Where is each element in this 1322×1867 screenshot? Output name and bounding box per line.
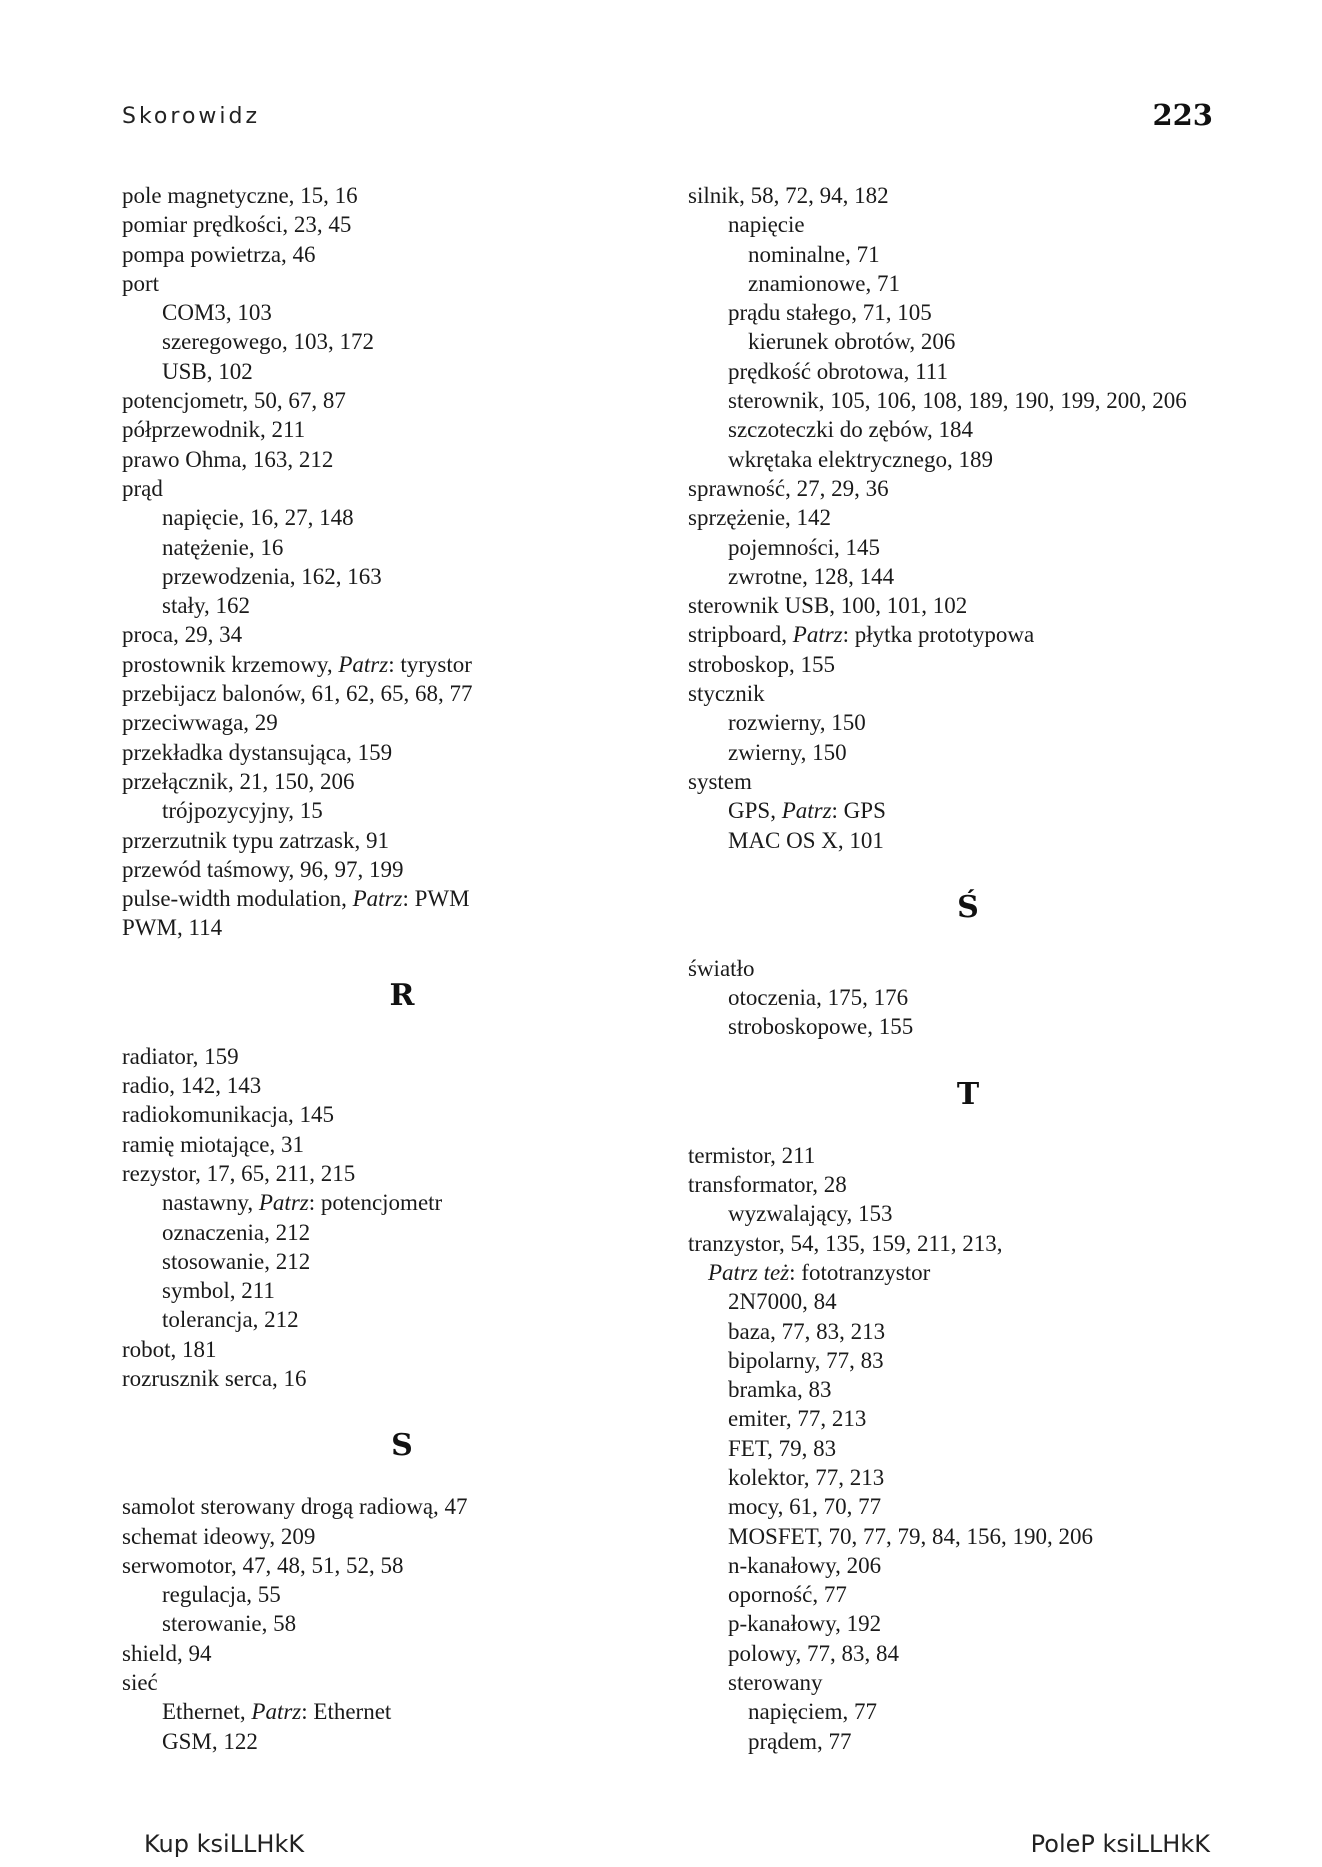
index-entry: ramię miotające, 31 bbox=[122, 1131, 305, 1157]
index-entry: samolot sterowany drogą radiową, 47 bbox=[122, 1494, 468, 1520]
index-entry: shield, 94 bbox=[122, 1640, 212, 1666]
index-entry: stripboard, Patrz: płytka prototypowa bbox=[688, 622, 1035, 648]
page-number: 223 bbox=[1152, 98, 1213, 132]
index-entry: sterowanie, 58 bbox=[162, 1611, 297, 1637]
index-entry: USB, 102 bbox=[162, 358, 253, 384]
index-entry: prostownik krzemowy, Patrz: tyrystor bbox=[122, 651, 472, 677]
section-letter: R bbox=[389, 977, 415, 1013]
index-entry: system bbox=[688, 768, 752, 794]
index-entry: robot, 181 bbox=[122, 1336, 217, 1362]
cross-reference-label: Patrz bbox=[352, 886, 403, 912]
index-entry: otoczenia, 175, 176 bbox=[728, 985, 909, 1011]
index-entry: pole magnetyczne, 15, 16 bbox=[122, 183, 358, 208]
index-entry: zwierny, 150 bbox=[728, 739, 847, 765]
cross-reference-label: Patrz bbox=[251, 1699, 302, 1725]
index-entry: bipolarny, 77, 83 bbox=[728, 1347, 884, 1373]
index-entry: przewód taśmowy, 96, 97, 199 bbox=[122, 856, 404, 882]
index-entry: znamionowe, 71 bbox=[748, 270, 901, 296]
index-entry: silnik, 58, 72, 94, 182 bbox=[688, 183, 889, 208]
index-entry: napięcie bbox=[728, 212, 805, 238]
index-entry: proca, 29, 34 bbox=[122, 622, 243, 648]
index-entry: prądem, 77 bbox=[748, 1728, 852, 1754]
index-entry: MAC OS X, 101 bbox=[728, 827, 884, 853]
index-entry: pulse-width modulation, Patrz: PWM bbox=[122, 886, 470, 912]
index-entry: port bbox=[122, 270, 160, 296]
cross-reference-label: Patrz bbox=[258, 1190, 309, 1216]
index-entry: sterownik USB, 100, 101, 102 bbox=[688, 593, 968, 619]
index-entry: sprzężenie, 142 bbox=[688, 505, 832, 531]
index-entry: sieć bbox=[122, 1670, 158, 1696]
footer-right-text: PoleP ksiLLHkK bbox=[1030, 1830, 1210, 1858]
index-entry: tolerancja, 212 bbox=[162, 1307, 299, 1333]
index-entry: napięciem, 77 bbox=[748, 1699, 878, 1725]
index-entry: pompa powietrza, 46 bbox=[122, 241, 316, 267]
index-entry: stały, 162 bbox=[162, 593, 250, 619]
section-letter: T bbox=[956, 1076, 980, 1112]
index-entry: Patrz też: fototranzystor bbox=[708, 1259, 931, 1285]
index-entry: termistor, 211 bbox=[688, 1142, 816, 1168]
index-entry: przekładka dystansująca, 159 bbox=[122, 739, 393, 765]
index-entry: serwomotor, 47, 48, 51, 52, 58 bbox=[122, 1552, 404, 1578]
index-entry: radiator, 159 bbox=[122, 1043, 239, 1069]
index-entry: przebijacz balonów, 61, 62, 65, 68, 77 bbox=[122, 681, 473, 707]
index-entry: tranzystor, 54, 135, 159, 211, 213, bbox=[688, 1230, 1003, 1256]
index-entry: sprawność, 27, 29, 36 bbox=[688, 475, 889, 501]
index-entry: nastawny, Patrz: potencjometr bbox=[162, 1190, 443, 1216]
index-entry: rezystor, 17, 65, 211, 215 bbox=[122, 1160, 356, 1186]
index-entry: 2N7000, 84 bbox=[728, 1289, 837, 1315]
index-entry: pojemności, 145 bbox=[728, 534, 881, 560]
index-entry: kierunek obrotów, 206 bbox=[748, 329, 956, 355]
index-column-right bbox=[688, 181, 1248, 1756]
index-entry: n-kanałowy, 206 bbox=[728, 1552, 882, 1578]
index-column-left bbox=[122, 181, 682, 1756]
index-entry: stycznik bbox=[688, 681, 765, 707]
index-entry: przełącznik, 21, 150, 206 bbox=[122, 768, 355, 794]
index-entry: stroboskop, 155 bbox=[688, 651, 835, 677]
index-entry: rozrusznik serca, 16 bbox=[122, 1365, 307, 1391]
index-entry: COM3, 103 bbox=[162, 300, 272, 326]
index-entry: polowy, 77, 83, 84 bbox=[728, 1640, 900, 1666]
index-entry: baza, 77, 83, 213 bbox=[728, 1318, 886, 1344]
index-entry: schemat ideowy, 209 bbox=[122, 1523, 316, 1549]
index-entry: transformator, 28 bbox=[688, 1172, 847, 1198]
index-entry: mocy, 61, 70, 77 bbox=[728, 1494, 882, 1520]
index-entry: sterowany bbox=[728, 1670, 823, 1696]
index-entry: emiter, 77, 213 bbox=[728, 1406, 867, 1432]
index-entry: przerzutnik typu zatrzask, 91 bbox=[122, 827, 389, 853]
index-entry: oznaczenia, 212 bbox=[162, 1219, 311, 1245]
index-entry: symbol, 211 bbox=[162, 1278, 275, 1304]
index-entry: potencjometr, 50, 67, 87 bbox=[122, 388, 346, 414]
index-entry: radio, 142, 143 bbox=[122, 1073, 262, 1099]
index-entry: prąd bbox=[122, 475, 163, 501]
index-entry: prędkość obrotowa, 111 bbox=[728, 358, 948, 384]
index-entry: oporność, 77 bbox=[728, 1582, 847, 1608]
index-entry: napięcie, 16, 27, 148 bbox=[162, 505, 354, 531]
index-entry: GPS, Patrz: GPS bbox=[728, 798, 886, 824]
footer-left-text: Kup ksiLLHkK bbox=[144, 1830, 305, 1858]
index-entry: PWM, 114 bbox=[122, 915, 223, 941]
index-entry: światło bbox=[688, 955, 755, 981]
index-entry: trójpozycyjny, 15 bbox=[162, 798, 323, 824]
index-entry: sterownik, 105, 106, 108, 189, 190, 199, 200, 206 bbox=[728, 388, 1187, 414]
index-entry: przeciwwaga, 29 bbox=[122, 710, 278, 736]
cross-reference-label: Patrz bbox=[338, 651, 389, 677]
cross-reference-label: Patrz też bbox=[708, 1259, 790, 1285]
index-entry: prawo Ohma, 163, 212 bbox=[122, 446, 334, 472]
section-letter: S bbox=[391, 1428, 413, 1464]
index-entry: MOSFET, 70, 77, 79, 84, 156, 190, 206 bbox=[728, 1523, 1094, 1549]
cross-reference-label: Patrz bbox=[792, 622, 843, 648]
index-entry: kolektor, 77, 213 bbox=[728, 1464, 885, 1490]
index-entry: nominalne, 71 bbox=[748, 241, 880, 267]
index-entry: p-kanałowy, 192 bbox=[728, 1611, 882, 1637]
running-head: Skorowidz bbox=[122, 104, 261, 129]
index-entry: regulacja, 55 bbox=[162, 1582, 281, 1608]
index-entry: natężenie, 16 bbox=[162, 534, 284, 560]
section-letter: Ś bbox=[957, 889, 979, 925]
index-entry: GSM, 122 bbox=[162, 1728, 258, 1754]
index-entry: szczoteczki do zębów, 184 bbox=[728, 417, 974, 443]
index-entry: pomiar prędkości, 23, 45 bbox=[122, 212, 352, 238]
index-entry: stroboskopowe, 155 bbox=[728, 1014, 914, 1040]
index-entry: stosowanie, 212 bbox=[162, 1248, 311, 1274]
index-entry: radiokomunikacja, 145 bbox=[122, 1102, 335, 1128]
index-entry: zwrotne, 128, 144 bbox=[728, 563, 895, 589]
index-entry: szeregowego, 103, 172 bbox=[162, 329, 375, 355]
index-entry: prądu stałego, 71, 105 bbox=[728, 300, 932, 326]
index-entry: FET, 79, 83 bbox=[728, 1435, 837, 1461]
index-entry: bramka, 83 bbox=[728, 1377, 832, 1403]
index-entry: półprzewodnik, 211 bbox=[122, 417, 306, 443]
index-entry: rozwierny, 150 bbox=[728, 710, 866, 736]
index-entry: Ethernet, Patrz: Ethernet bbox=[162, 1699, 392, 1725]
index-entry: przewodzenia, 162, 163 bbox=[162, 563, 382, 589]
index-entry: wkrętaka elektrycznego, 189 bbox=[728, 446, 994, 472]
index-entry: wyzwalający, 153 bbox=[728, 1201, 893, 1227]
cross-reference-label: Patrz bbox=[781, 798, 832, 824]
